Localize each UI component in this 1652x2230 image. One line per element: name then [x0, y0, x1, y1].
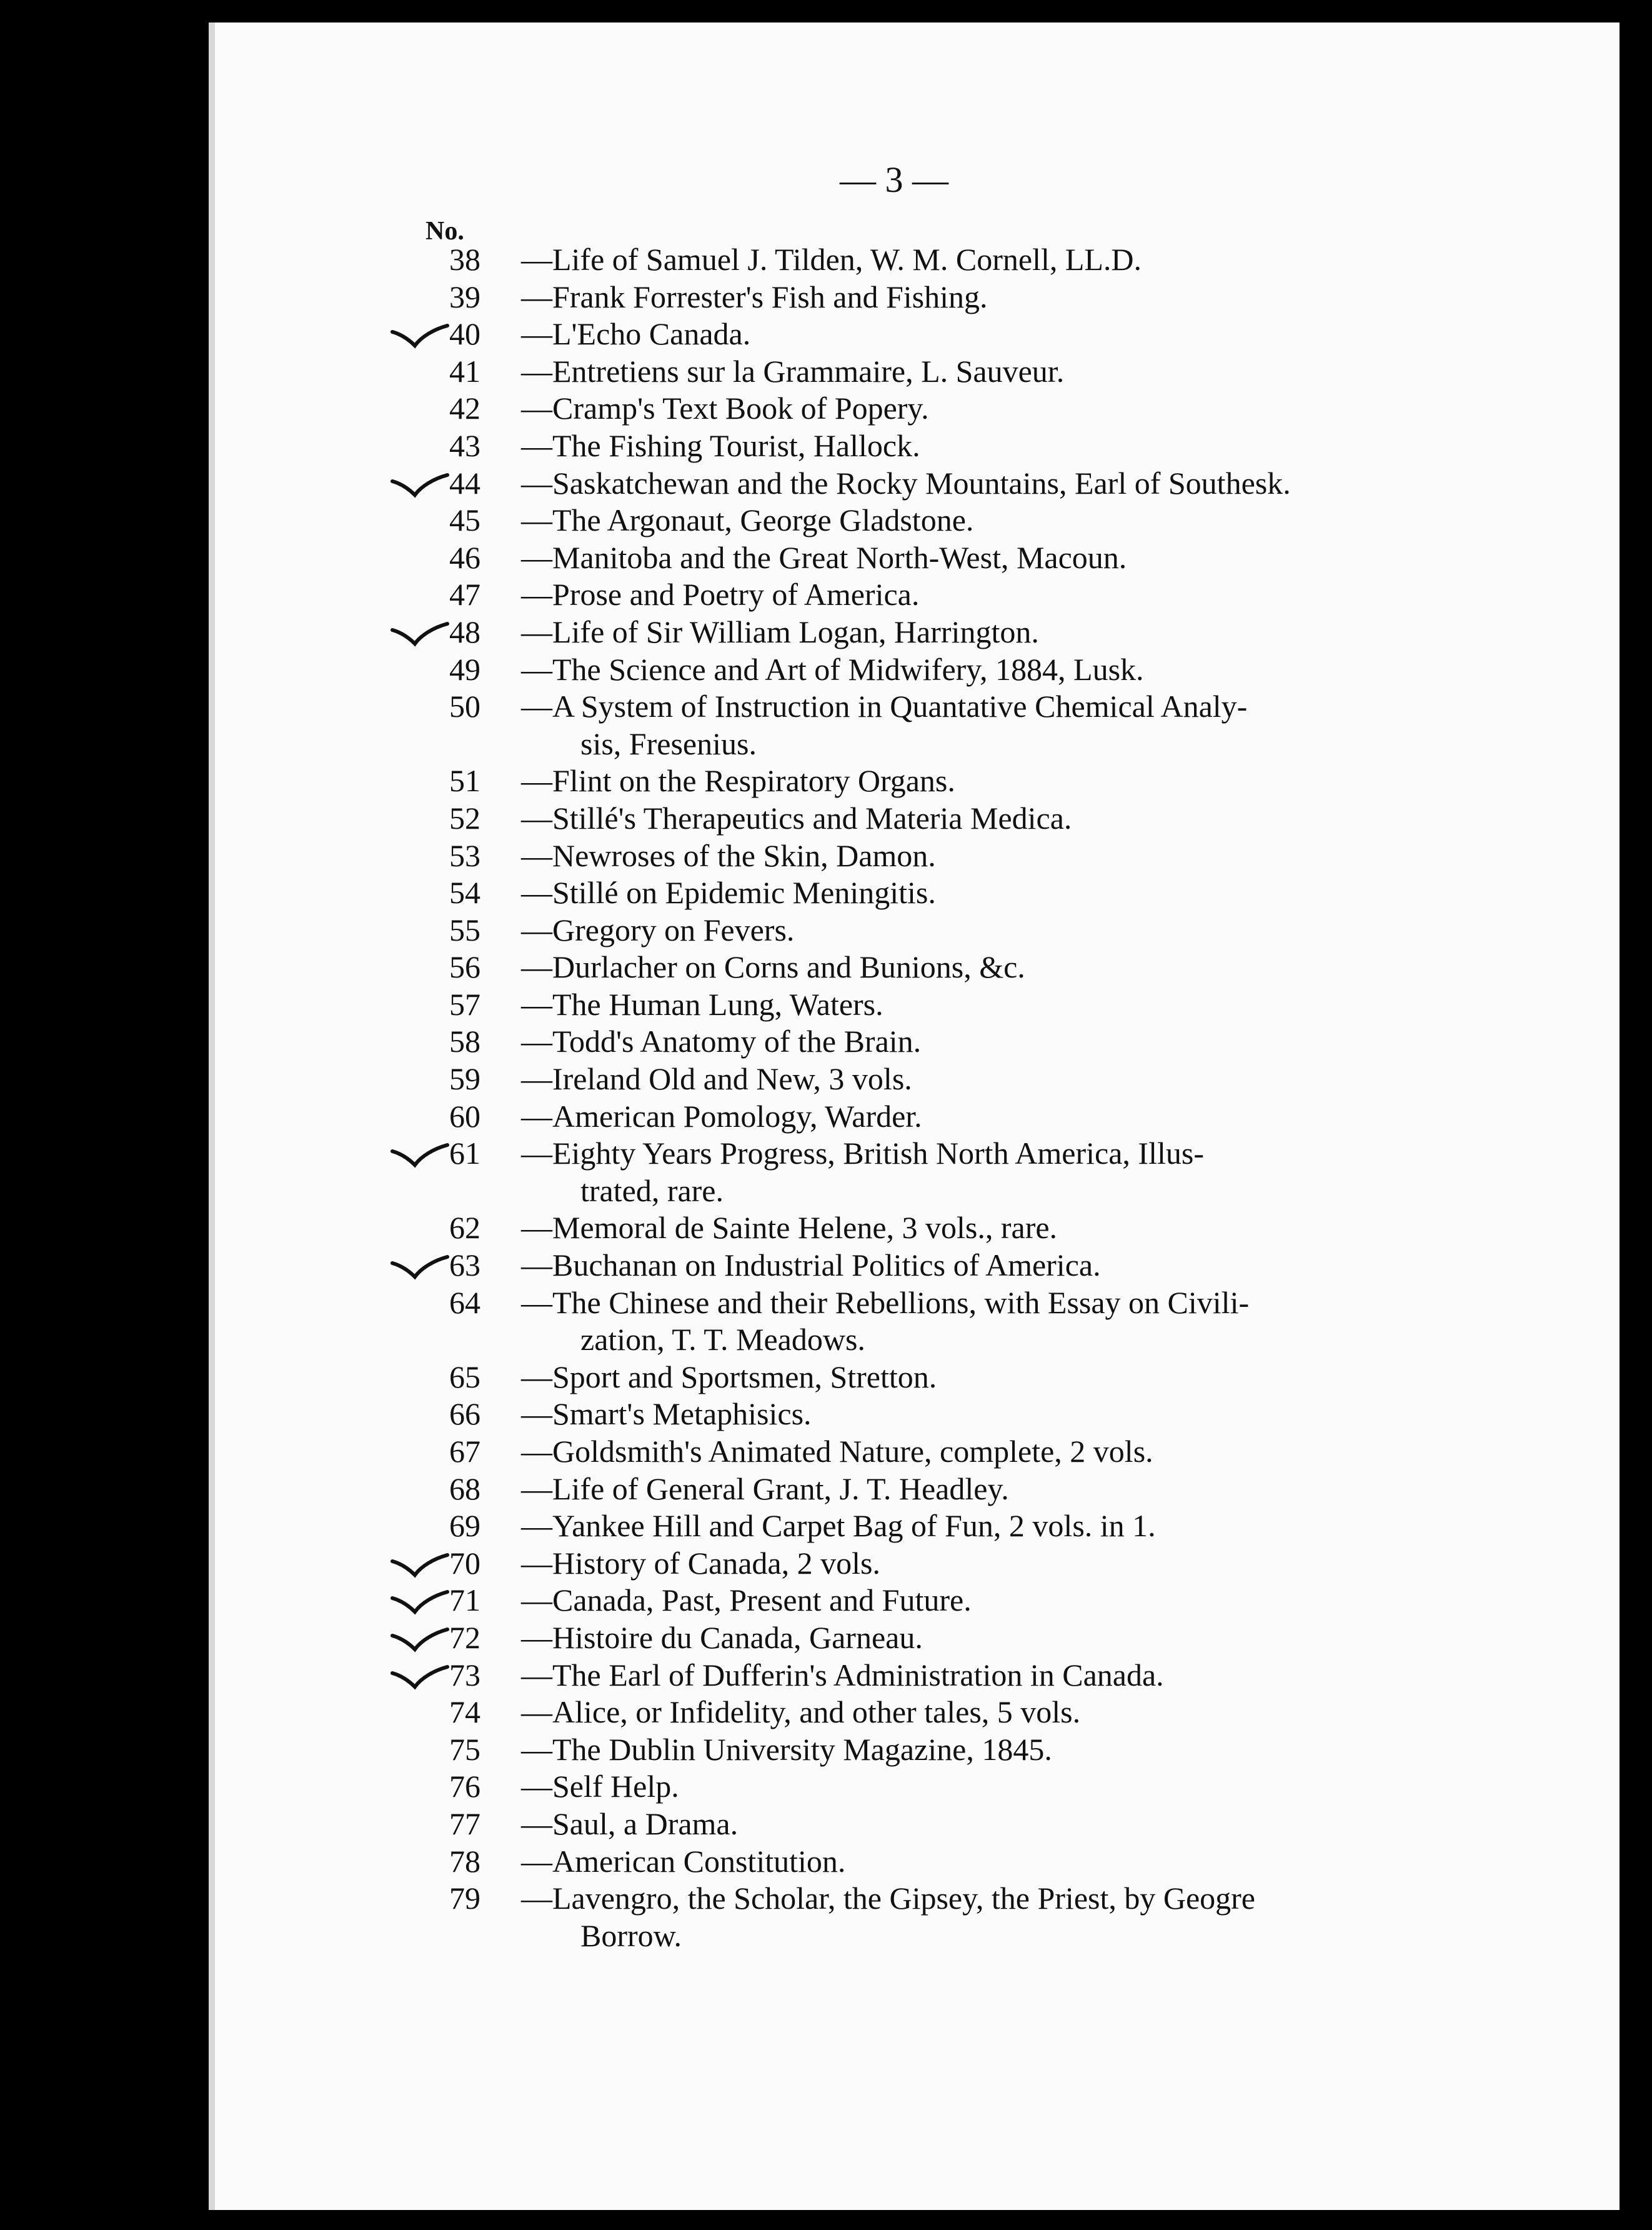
- list-item: [449, 1135, 1624, 1172]
- list-item: [449, 1284, 1624, 1322]
- entry-number: 76: [449, 1769, 480, 1804]
- list-item: [449, 1731, 1624, 1769]
- check-mark-icon: [390, 1659, 449, 1691]
- list-item: [449, 1359, 1624, 1396]
- entry-title: —Smart's Metaphisics.: [521, 1396, 812, 1432]
- entry-number: 40: [449, 316, 480, 352]
- entry-title: —The Human Lung, Waters.: [521, 986, 883, 1022]
- list-item: [449, 353, 1624, 391]
- entry-title: —American Constitution.: [521, 1843, 846, 1879]
- check-mark-icon: [390, 1622, 449, 1653]
- entry-title: sis, Fresenius.: [580, 726, 757, 761]
- list-item: [449, 614, 1624, 651]
- entry-title: —L'Echo Canada.: [521, 316, 751, 352]
- entry-title: —Sport and Sportsmen, Stretton.: [521, 1359, 937, 1394]
- list-item: [449, 1545, 1624, 1582]
- entry-title: —Histoire du Canada, Garneau.: [521, 1619, 923, 1655]
- entry-number: 57: [449, 986, 480, 1022]
- check-mark-icon: [390, 1584, 449, 1616]
- entry-number: 70: [449, 1545, 480, 1581]
- entry-title: —Stillé on Epidemic Meningitis.: [521, 875, 936, 911]
- entry-number: 43: [449, 428, 480, 463]
- entry-number: 63: [449, 1248, 480, 1283]
- entry-title: —Yankee Hill and Carpet Bag of Fun, 2 vols. in 1.: [521, 1508, 1156, 1544]
- list-item: [449, 1582, 1624, 1619]
- list-item: [449, 241, 1624, 279]
- list-item: [449, 1471, 1624, 1508]
- column-header: No.: [425, 217, 464, 246]
- list-item: [449, 1433, 1624, 1471]
- entry-number: 39: [449, 279, 480, 314]
- list-item: [449, 502, 1624, 539]
- entry-number: 53: [449, 838, 480, 873]
- list-item: [449, 1619, 1624, 1657]
- list-item: [449, 576, 1624, 614]
- list-item: [449, 1694, 1624, 1731]
- entry-number: 49: [449, 651, 480, 687]
- entry-number: 48: [449, 614, 480, 649]
- list-item: [449, 279, 1624, 316]
- check-mark-icon: [390, 1548, 449, 1579]
- entry-number: 67: [449, 1434, 480, 1469]
- entry-number: 44: [449, 465, 480, 501]
- list-item: [449, 1023, 1624, 1061]
- list-item: [449, 838, 1624, 875]
- entry-number: 38: [449, 242, 480, 277]
- entry-number: 77: [449, 1806, 480, 1841]
- entry-title: —Life of Samuel J. Tilden, W. M. Cornell, LL.D.: [521, 242, 1142, 277]
- list-item: [449, 1061, 1624, 1098]
- entry-number: 79: [449, 1881, 480, 1916]
- entry-title: —Cramp's Text Book of Popery.: [521, 391, 929, 426]
- list-item: [449, 1843, 1624, 1881]
- list-item-continuation: [449, 1918, 1624, 1955]
- check-mark-icon: [390, 1249, 449, 1281]
- entry-title: —Newroses of the Skin, Damon.: [521, 838, 936, 873]
- list-item: [449, 1508, 1624, 1545]
- list-item: [449, 539, 1624, 577]
- entry-title: —Saskatchewan and the Rocky Mountains, Earl of Southesk.: [521, 465, 1291, 501]
- list-item: [449, 800, 1624, 838]
- entry-number: 69: [449, 1508, 480, 1544]
- list-item: [449, 390, 1624, 428]
- entry-title: —Flint on the Respiratory Organs.: [521, 763, 955, 799]
- check-mark-icon: [390, 1249, 449, 1281]
- entry-number: 74: [449, 1694, 480, 1730]
- entry-title: —Stillé's Therapeutics and Materia Medica.: [521, 800, 1072, 836]
- check-mark-icon: [390, 468, 449, 499]
- list-item: [449, 316, 1624, 353]
- list-item: [449, 1247, 1624, 1284]
- entry-number: 58: [449, 1024, 480, 1059]
- entry-title: —Prose and Poetry of America.: [521, 577, 920, 612]
- book-list: [449, 241, 1624, 1954]
- entry-title: —The Earl of Dufferin's Administration in Canada.: [521, 1657, 1164, 1692]
- entry-title: Borrow.: [580, 1918, 682, 1953]
- list-item: [449, 465, 1624, 502]
- entry-number: 51: [449, 763, 480, 799]
- check-mark-icon: [390, 1659, 449, 1691]
- entry-number: 42: [449, 391, 480, 426]
- catalogue-page: [209, 22, 1620, 2210]
- entry-title: —Memoral de Sainte Helene, 3 vols., rare.: [521, 1210, 1058, 1246]
- check-mark-icon: [390, 1548, 449, 1579]
- list-item-continuation: [449, 1172, 1624, 1210]
- entry-number: 59: [449, 1061, 480, 1097]
- list-item: [449, 762, 1624, 800]
- list-item: [449, 949, 1624, 986]
- check-mark-icon: [390, 1622, 449, 1653]
- entry-title: —American Pomology, Warder.: [521, 1098, 922, 1134]
- entry-title: —Gregory on Fevers.: [521, 912, 795, 948]
- entry-number: 65: [449, 1359, 480, 1394]
- entry-number: 56: [449, 949, 480, 985]
- entry-number: 66: [449, 1396, 480, 1432]
- list-item: [449, 1209, 1624, 1247]
- entry-title: —Lavengro, the Scholar, the Gipsey, the Priest, by Geogre: [521, 1881, 1255, 1916]
- entry-number: 61: [449, 1136, 480, 1171]
- entry-title: —Buchanan on Industrial Politics of America.: [521, 1248, 1101, 1283]
- entry-title: —Frank Forrester's Fish and Fishing.: [521, 279, 988, 314]
- entry-title: zation, T. T. Meadows.: [580, 1322, 865, 1358]
- entry-number: 72: [449, 1619, 480, 1655]
- page-number: — 3 —: [840, 159, 948, 200]
- entry-number: 68: [449, 1471, 480, 1506]
- entry-title: —The Chinese and their Rebellions, with Essay on Civili-: [521, 1284, 1250, 1320]
- entry-title: —Alice, or Infidelity, and other tales, 5 vols.: [521, 1694, 1081, 1730]
- check-mark-icon: [390, 616, 449, 648]
- check-mark-icon: [390, 318, 449, 349]
- entry-title: —Saul, a Drama.: [521, 1806, 739, 1841]
- entry-number: 78: [449, 1843, 480, 1879]
- entry-number: 52: [449, 800, 480, 836]
- entry-number: 55: [449, 912, 480, 948]
- list-item-continuation: [449, 1321, 1624, 1359]
- entry-title: —Self Help.: [521, 1769, 679, 1804]
- entry-title: —The Dublin University Magazine, 1845.: [521, 1731, 1052, 1767]
- list-item-continuation: [449, 726, 1624, 763]
- entry-title: —Durlacher on Corns and Bunions, &c.: [521, 949, 1025, 985]
- entry-title: —Life of General Grant, J. T. Headley.: [521, 1471, 1009, 1506]
- entry-title: —The Argonaut, George Gladstone.: [521, 502, 974, 538]
- entry-title: —Todd's Anatomy of the Brain.: [521, 1024, 922, 1059]
- entry-title: —The Science and Art of Midwifery, 1884, Lusk.: [521, 651, 1144, 687]
- entry-number: 41: [449, 353, 480, 389]
- entry-title: —Entretiens sur la Grammaire, L. Sauveur.: [521, 353, 1065, 389]
- entry-title: —Life of Sir William Logan, Harrington.: [521, 614, 1039, 649]
- list-item: [449, 874, 1624, 912]
- check-mark-icon: [390, 1138, 449, 1169]
- entry-number: 47: [449, 577, 480, 612]
- entry-number: 62: [449, 1210, 480, 1246]
- entry-title: —Ireland Old and New, 3 vols.: [521, 1061, 912, 1097]
- entry-number: 73: [449, 1657, 480, 1692]
- entry-number: 54: [449, 875, 480, 911]
- entry-number: 50: [449, 689, 480, 724]
- entry-title: —The Fishing Tourist, Hallock.: [521, 428, 920, 463]
- entry-number: 75: [449, 1731, 480, 1767]
- entry-number: 45: [449, 502, 480, 538]
- check-mark-icon: [390, 468, 449, 499]
- entry-number: 46: [449, 539, 480, 575]
- check-mark-icon: [390, 318, 449, 349]
- list-item: [449, 1768, 1624, 1806]
- entry-title: —Eighty Years Progress, British North America, Illus-: [521, 1136, 1204, 1171]
- list-item: [449, 986, 1624, 1024]
- check-mark-icon: [390, 616, 449, 648]
- list-item: [449, 1806, 1624, 1843]
- entry-title: —Manitoba and the Great North-West, Macoun.: [521, 539, 1127, 575]
- entry-number: 64: [449, 1284, 480, 1320]
- check-mark-icon: [390, 1584, 449, 1616]
- entry-title: trated, rare.: [580, 1172, 724, 1208]
- list-item: [449, 688, 1624, 726]
- list-item: [449, 651, 1624, 689]
- entry-title: —A System of Instruction in Quantative Chemical Analy-: [521, 689, 1248, 724]
- list-item: [449, 912, 1624, 949]
- list-item: [449, 1098, 1624, 1136]
- entry-title: —Goldsmith's Animated Nature, complete, 2 vols.: [521, 1434, 1153, 1469]
- entry-title: —Canada, Past, Present and Future.: [521, 1582, 972, 1618]
- list-item: [449, 428, 1624, 465]
- list-item: [449, 1396, 1624, 1433]
- check-mark-icon: [390, 1138, 449, 1169]
- list-item: [449, 1657, 1624, 1694]
- entry-number: 71: [449, 1582, 480, 1618]
- list-item: [449, 1880, 1624, 1918]
- entry-number: 60: [449, 1098, 480, 1134]
- entry-title: —History of Canada, 2 vols.: [521, 1545, 880, 1581]
